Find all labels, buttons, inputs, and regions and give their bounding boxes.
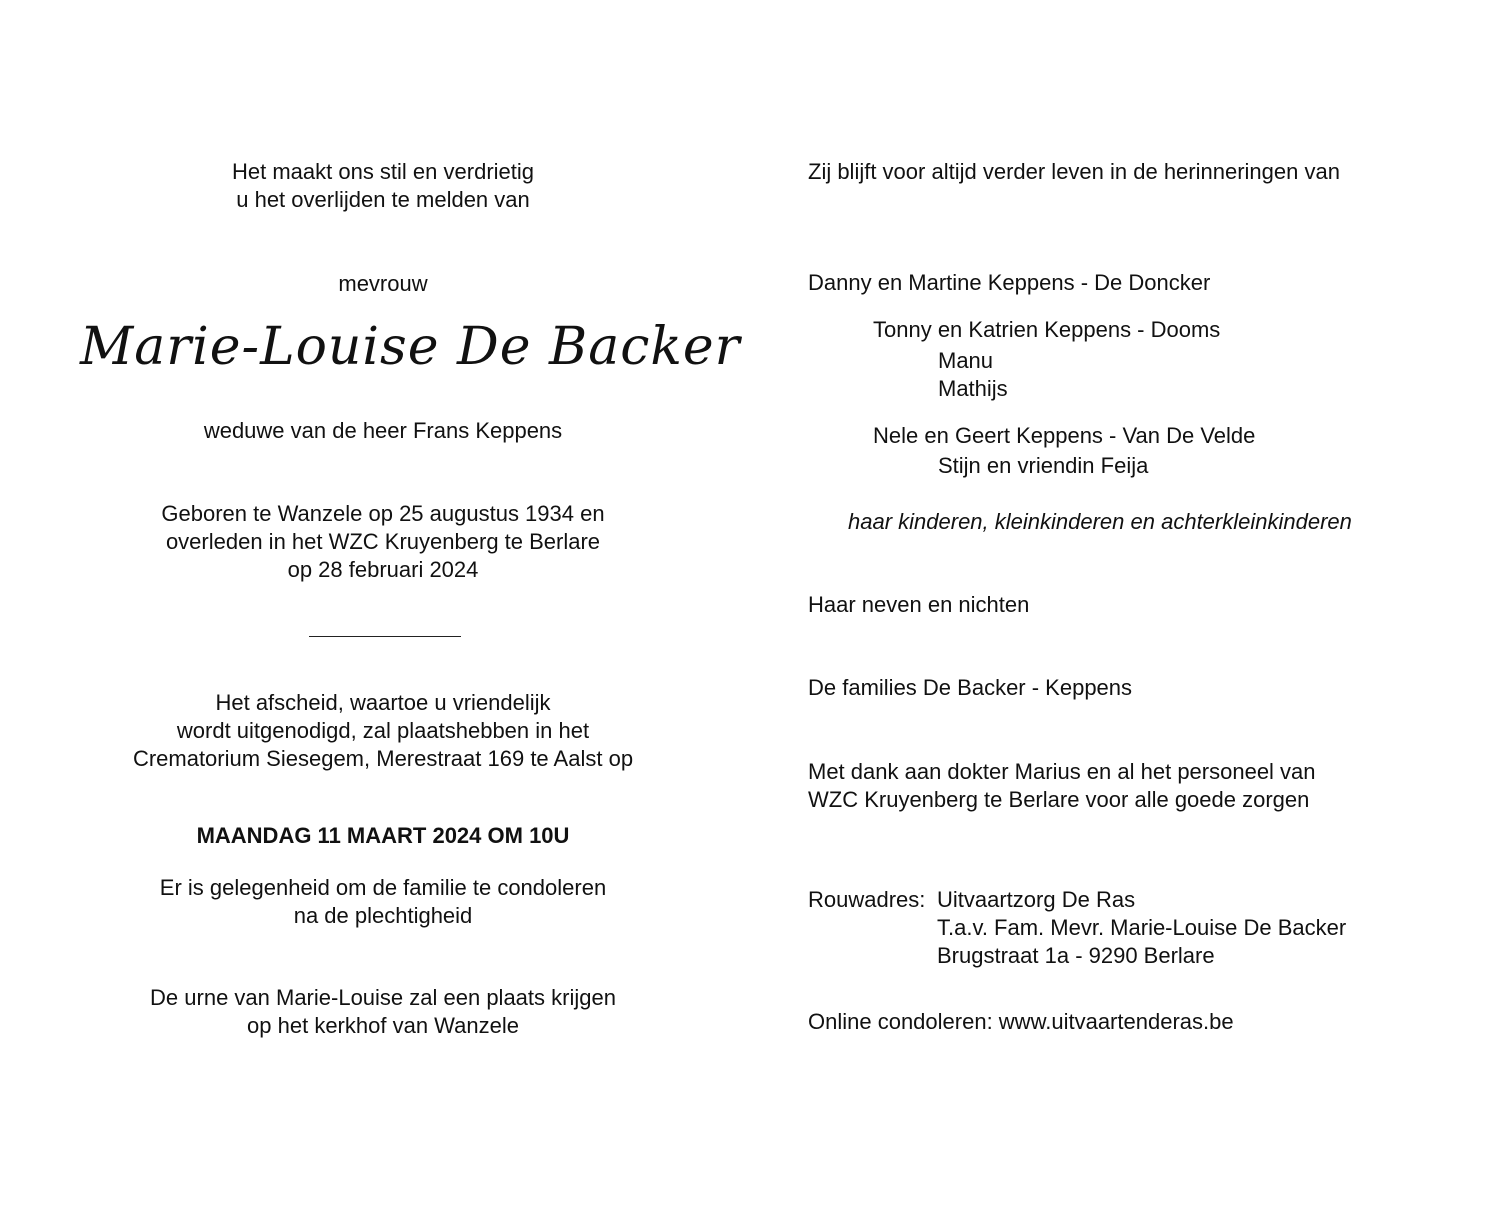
- farewell-line-2: wordt uitgenodigd, zal plaatshebben in het: [176, 718, 590, 743]
- thanks-line-1: Met dank aan dokter Marius en al het personeel van: [808, 759, 1316, 784]
- divider: [309, 636, 461, 637]
- cousins: Haar neven en nichten: [808, 592, 1030, 617]
- family-child-3: Nele en Geert Keppens - Van De Velde: [873, 423, 1256, 448]
- family-grandchild-1: Manu: [938, 348, 994, 373]
- remembrance-intro: Zij blijft voor altijd verder leven in de herinneringen van: [808, 159, 1340, 184]
- family-caption: haar kinderen, kleinkinderen en achterkleinkinderen: [848, 509, 1352, 534]
- farewell-line-3: Crematorium Siesegem, Merestraat 169 te Aalst op: [132, 746, 634, 771]
- address-line-3: Brugstraat 1a - 9290 Berlare: [937, 943, 1215, 968]
- family-child-2: Tonny en Katrien Keppens - Dooms: [873, 317, 1221, 342]
- urn-line-2: op het kerkhof van Wanzele: [247, 1013, 519, 1038]
- honorific: mevrouw: [338, 271, 428, 296]
- address-line-1: Uitvaartzorg De Ras: [937, 887, 1136, 912]
- intro-line-1: Het maakt ons stil en verdrietig: [231, 159, 535, 184]
- family-grandchild-2: Mathijs: [938, 376, 1008, 401]
- family-grandchild-3: Stijn en vriendin Feija: [938, 453, 1149, 478]
- intro-line-2: u het overlijden te melden van: [236, 187, 530, 212]
- families: De families De Backer - Keppens: [808, 675, 1133, 700]
- urn-line-1: De urne van Marie-Louise zal een plaats krijgen: [150, 985, 616, 1010]
- widow-of: weduwe van de heer Frans Keppens: [203, 418, 563, 443]
- online-condolence: Online condoleren: www.uitvaartenderas.be: [808, 1009, 1234, 1034]
- birth-death-line-3: op 28 februari 2024: [287, 557, 479, 582]
- address-line-2: T.a.v. Fam. Mevr. Marie-Louise De Backer: [937, 915, 1347, 940]
- deceased-name: Marie-Louise De Backer: [80, 317, 741, 377]
- address-label: Rouwadres:: [808, 887, 926, 912]
- condolence-line-2: na de plechtigheid: [293, 903, 473, 928]
- thanks-line-2: WZC Kruyenberg te Berlare voor alle goede zorgen: [808, 787, 1310, 812]
- ceremony-date-time: MAANDAG 11 MAART 2024 OM 10U: [196, 823, 570, 848]
- family-child-1: Danny en Martine Keppens - De Doncker: [808, 270, 1211, 295]
- birth-death-line-2: overleden in het WZC Kruyenberg te Berlare: [165, 529, 601, 554]
- farewell-line-1: Het afscheid, waartoe u vriendelijk: [215, 690, 551, 715]
- birth-death-line-1: Geboren te Wanzele op 25 augustus 1934 en: [161, 501, 605, 526]
- condolence-line-1: Er is gelegenheid om de familie te condoleren: [159, 875, 607, 900]
